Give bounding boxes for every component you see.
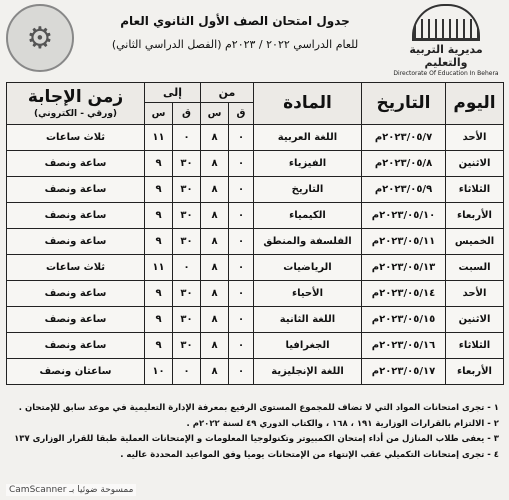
page-title: جدول امتحان الصف الأول الثانوي العام [120, 14, 350, 28]
cell-date: ٢٠٢٣/٠٥/٧م [362, 125, 446, 151]
note-item: ٢ - الالتزام بالقرارات الوزارية ١٩١ ، ١٦٨ ، والكتاب الدوري ٤٩ لسنة ٢٠٢٢م . [186, 418, 499, 429]
table-row [7, 359, 504, 385]
org-name-en: Directorate Of Education In Behera [393, 70, 499, 77]
table-row [7, 307, 504, 333]
cell-duration: ساعة ونصف [7, 229, 145, 255]
cell-day: الاثنين [446, 151, 504, 177]
cell-to-min: ٣٠ [173, 203, 201, 229]
cell-day: الثلاثاء [446, 333, 504, 359]
cell-to-min: ٠ [173, 255, 201, 281]
cell-subject: اللغة الثانية [254, 307, 362, 333]
cell-duration: ساعة ونصف [7, 177, 145, 203]
cell-to-hour: ٩ [145, 229, 173, 255]
cell-from-min: ٠ [229, 255, 254, 281]
note-item: ٣ - يعفى طلاب المنازل من أداء إمتحان الكمبيوتر وتكنولوجيا المعلومات و الإمتحانات العملية طبقا للقرار الوزارى ١٣٧ [14, 434, 499, 445]
cell-duration: ساعة ونصف [7, 151, 145, 177]
table-row [7, 333, 504, 359]
cell-to-hour: ١١ [145, 255, 173, 281]
cell-to-hour: ٩ [145, 333, 173, 359]
cell-subject: الكيمياء [254, 203, 362, 229]
cell-to-hour: ٩ [145, 177, 173, 203]
header-date: التاريخ [362, 83, 446, 125]
cell-from-hour: ٨ [201, 229, 229, 255]
cell-from-min: ٠ [229, 307, 254, 333]
cell-day: الأربعاء [446, 203, 504, 229]
cell-date: ٢٠٢٣/٠٥/١٣م [362, 255, 446, 281]
cell-from-min: ٠ [229, 281, 254, 307]
cell-duration: ساعتان ونصف [7, 359, 145, 385]
header-from-min: ق [229, 103, 254, 125]
cell-from-hour: ٨ [201, 307, 229, 333]
header-from-hour: س [201, 103, 229, 125]
cell-from-hour: ٨ [201, 125, 229, 151]
note-item: ١ - تجرى امتحانات المواد التي لا تضاف للمجموع المستوى الرفيع بمعرفة الإدارة التعليمية في موعد سابق للإمتحان . [18, 403, 499, 413]
header-time-sub: (ورقي - الكتروني) [33, 108, 118, 119]
cell-duration: ساعة ونصف [7, 281, 145, 307]
cell-subject: الأحياء [254, 281, 362, 307]
cell-day: الأحد [446, 281, 504, 307]
header-subject: المادة [254, 83, 362, 125]
table-row [7, 151, 504, 177]
cell-date: ٢٠٢٣/٠٥/٩م [362, 177, 446, 203]
exam-schedule-table [6, 82, 504, 385]
cell-date: ٢٠٢٣/٠٥/١٦م [362, 333, 446, 359]
header-from: من [201, 83, 254, 103]
cell-from-hour: ٨ [201, 203, 229, 229]
cell-from-min: ٠ [229, 359, 254, 385]
cell-subject: اللغة العربية [254, 125, 362, 151]
page-subtitle: للعام الدراسي ٢٠٢٢ / ٢٠٢٣م (الفصل الدراسي الثاني) [111, 38, 359, 51]
scanner-watermark: CamScanner ممسوحة ضوئيا بـ [6, 484, 136, 496]
cell-subject: الفلسفة والمنطق [254, 229, 362, 255]
table-row [7, 281, 504, 307]
header-time [7, 83, 145, 125]
header-day: اليوم [446, 83, 504, 125]
table-row [7, 125, 504, 151]
cell-from-hour: ٨ [201, 333, 229, 359]
cell-from-hour: ٨ [201, 281, 229, 307]
header-to-min: ق [173, 103, 201, 125]
directorate-logo [391, 4, 501, 77]
cell-day: الأربعاء [446, 359, 504, 385]
cell-from-min: ٠ [229, 125, 254, 151]
cell-to-hour: ١١ [145, 125, 173, 151]
cell-to-min: ٠ [173, 125, 201, 151]
cell-from-hour: ٨ [201, 255, 229, 281]
cell-to-min: ٣٠ [173, 229, 201, 255]
table-row [7, 229, 504, 255]
cell-duration: ساعة ونصف [7, 307, 145, 333]
cell-subject: اللغة الإنجليزية [254, 359, 362, 385]
cell-duration: ساعة ونصف [7, 203, 145, 229]
cell-to-min: ٠ [173, 359, 201, 385]
cell-day: السبت [446, 255, 504, 281]
header-time-title: زمن الإجابة [27, 86, 124, 107]
cell-to-min: ٣٠ [173, 177, 201, 203]
cell-duration: ثلاث ساعات [7, 125, 145, 151]
cell-date: ٢٠٢٣/٠٥/٨م [362, 151, 446, 177]
cell-subject: الفيزياء [254, 151, 362, 177]
cell-subject: الجغرافيا [254, 333, 362, 359]
cell-from-min: ٠ [229, 177, 254, 203]
cell-to-hour: ٩ [145, 307, 173, 333]
cell-day: الاثنين [446, 307, 504, 333]
cell-to-min: ٣٠ [173, 281, 201, 307]
org-name-ar: مديرية التربية والتعليم [409, 43, 483, 69]
cell-date: ٢٠٢٣/٠٥/١٤م [362, 281, 446, 307]
table-row [7, 177, 504, 203]
cell-from-min: ٠ [229, 333, 254, 359]
cell-day: الخميس [446, 229, 504, 255]
cell-from-hour: ٨ [201, 177, 229, 203]
cell-to-min: ٣٠ [173, 307, 201, 333]
header-title-block [80, 14, 390, 51]
cell-date: ٢٠٢٣/٠٥/١٥م [362, 307, 446, 333]
cell-from-hour: ٨ [201, 151, 229, 177]
cell-from-hour: ٨ [201, 359, 229, 385]
cell-to-min: ٣٠ [173, 151, 201, 177]
cell-to-hour: ٩ [145, 203, 173, 229]
cell-duration: ثلاث ساعات [7, 255, 145, 281]
notes-list [9, 401, 499, 464]
note-item: ٤ - تجرى إمتحانات التكميلي عقب الإنتهاء من الإمتحانات يوميا وفق المواعيد المحددة عاليه . [120, 450, 499, 461]
cell-duration: ساعة ونصف [7, 333, 145, 359]
cell-to-hour: ١٠ [145, 359, 173, 385]
cell-date: ٢٠٢٣/٠٥/١٧م [362, 359, 446, 385]
table-row [7, 255, 504, 281]
directorate-emblem-icon [412, 4, 480, 41]
header-to-hour: س [145, 103, 173, 125]
cell-to-hour: ٩ [145, 151, 173, 177]
cell-to-hour: ٩ [145, 281, 173, 307]
cell-to-min: ٣٠ [173, 333, 201, 359]
cell-date: ٢٠٢٣/٠٥/١٠م [362, 203, 446, 229]
cell-day: الأحد [446, 125, 504, 151]
cell-from-min: ٠ [229, 151, 254, 177]
header-to: إلى [145, 83, 201, 103]
cell-subject: التاريخ [254, 177, 362, 203]
governorate-seal-icon: ⚙ [6, 4, 74, 72]
cell-from-min: ٠ [229, 229, 254, 255]
cell-from-min: ٠ [229, 203, 254, 229]
table-row [7, 203, 504, 229]
cell-day: الثلاثاء [446, 177, 504, 203]
cell-date: ٢٠٢٣/٠٥/١١م [362, 229, 446, 255]
cell-subject: الرياضيات [254, 255, 362, 281]
